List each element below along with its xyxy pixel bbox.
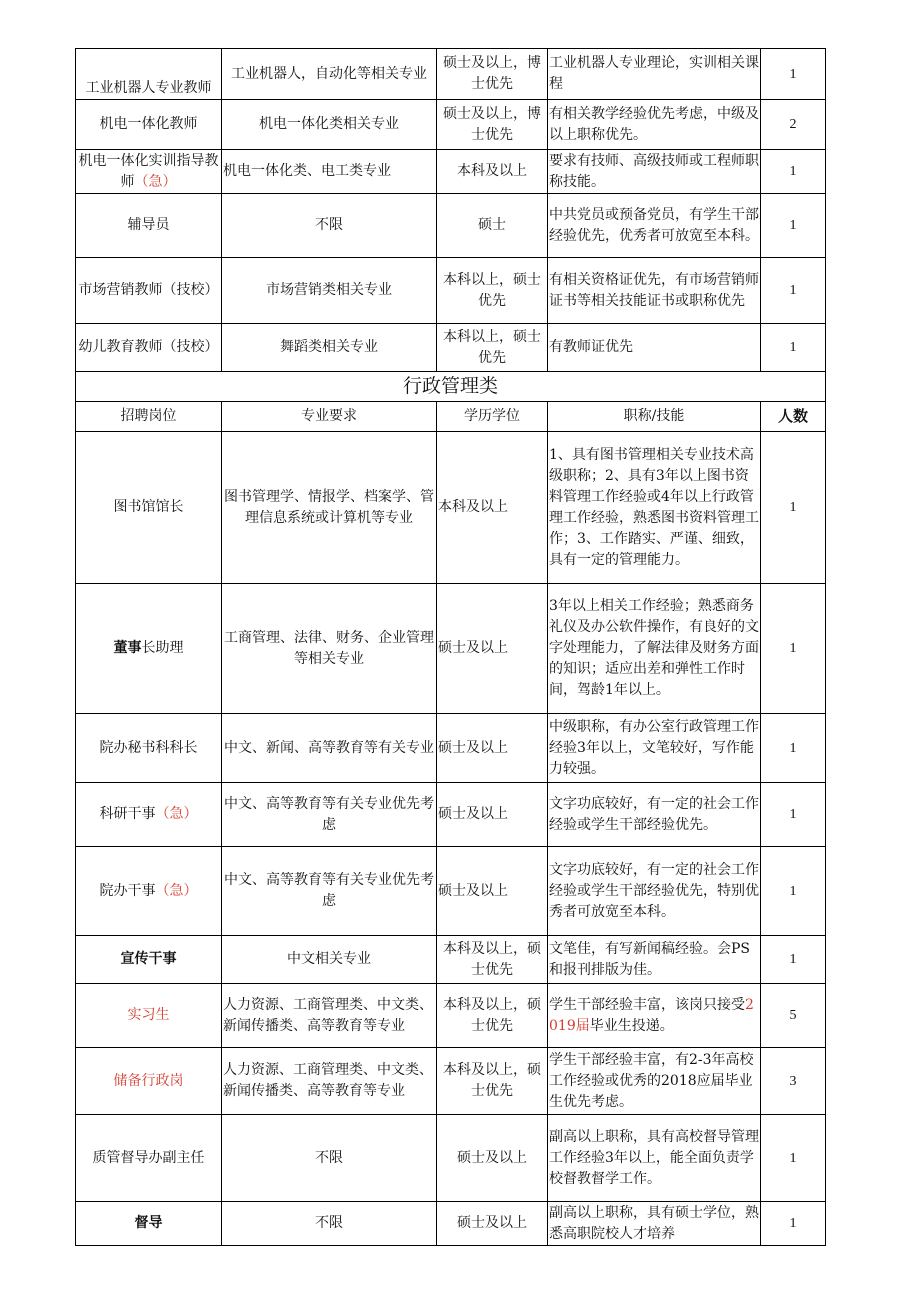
degree-cell: 本科及以上 — [437, 150, 548, 194]
position-bold-text: 督导 — [134, 1215, 163, 1231]
degree-cell: 本科以上，硕士优先 — [437, 258, 548, 324]
position-bold-text: 宣传干事 — [120, 951, 177, 967]
table-row — [76, 714, 826, 783]
degree-cell: 硕士及以上 — [437, 847, 548, 936]
requirements-cell: 工业机器人专业理论，实训相关课程 — [548, 49, 761, 100]
position-text: 科研干事 — [99, 806, 156, 822]
major-cell: 工商管理、法律、财务、企业管理等相关专业 — [222, 584, 437, 714]
major-cell: 图书管理学、情报学、档案学、管理信息系统或计算机等专业 — [222, 432, 437, 584]
header-position: 招聘岗位 — [76, 402, 222, 432]
requirements-cell: 文字功底较好，有一定的社会工作经验或学生干部经验优先，特别优秀者可放宽至本科。 — [548, 847, 761, 936]
major-cell: 中文、高等教育等有关专业优先考虑 — [222, 783, 437, 847]
table-row — [76, 1048, 826, 1115]
requirements-cell: 有相关教学经验优先考虑，中级及以上职称优先。 — [548, 100, 761, 150]
position-cell — [76, 847, 222, 936]
requirements-cell: 副高以上职称，具有高校督导管理工作经验3年以上，能全面负责学校督教督学工作。 — [548, 1115, 761, 1202]
urgent-tag: （急） — [155, 806, 198, 822]
degree-cell: 本科及以上，硕士优先 — [437, 936, 548, 984]
count-cell: 2 — [761, 100, 826, 150]
table-row — [76, 258, 826, 324]
header-requirements: 职称/技能 — [548, 402, 761, 432]
count-cell: 1 — [761, 1202, 826, 1246]
count-cell: 3 — [761, 1048, 826, 1115]
header-degree: 学历学位 — [437, 402, 548, 432]
table-row — [76, 324, 826, 372]
table-row — [76, 150, 826, 194]
major-cell: 市场营销类相关专业 — [222, 258, 437, 324]
table-row — [76, 432, 826, 584]
major-cell: 舞蹈类相关专业 — [222, 324, 437, 372]
requirements-cell: 中共党员或预备党员，有学生干部经验优先，优秀者可放宽至本科。 — [548, 194, 761, 258]
recruitment-table-page — [75, 48, 826, 1246]
major-cell: 不限 — [222, 1202, 437, 1246]
table-row — [76, 847, 826, 936]
requirements-cell: 文笔佳，有写新闻稿经验。会PS和报刊排版为佳。 — [548, 936, 761, 984]
position-text: 机电一体化实训指导教师 — [78, 152, 219, 190]
header-row — [76, 402, 826, 432]
requirements-cell: 副高以上职称，具有硕士学位，熟悉高职院校人才培养 — [548, 1202, 761, 1246]
degree-cell: 硕士及以上 — [437, 783, 548, 847]
degree-cell: 硕士及以上 — [437, 714, 548, 783]
position-cell — [76, 584, 222, 714]
degree-cell: 硕士及以上，博士优先 — [437, 100, 548, 150]
count-cell: 1 — [761, 324, 826, 372]
count-cell: 1 — [761, 432, 826, 584]
requirements-cell: 1、具有图书管理相关专业技术高级职称；2、具有3年以上图书资料管理工作经验或4年以上行政管理工作经验，熟悉图书资料管理工作；3、工作踏实、严谨、细致，具有一定的管理能力。 — [548, 432, 761, 584]
urgent-tag: （急） — [155, 882, 198, 899]
table-row — [76, 984, 826, 1048]
position-cell: 辅导员 — [76, 194, 222, 258]
major-cell: 不限 — [222, 1115, 437, 1202]
table-row — [76, 49, 826, 100]
position-cell — [76, 1202, 222, 1246]
major-cell: 人力资源、工商管理类、中文类、新闻传播类、高等教育等专业 — [222, 984, 437, 1048]
section-title: 行政管理类 — [76, 372, 826, 402]
major-cell: 不限 — [222, 194, 437, 258]
count-cell: 1 — [761, 150, 826, 194]
table-row — [76, 584, 826, 714]
position-text: 长助理 — [141, 640, 184, 656]
position-cell: 机电一体化教师 — [76, 100, 222, 150]
table-row — [76, 100, 826, 150]
position-cell: 工业机器人专业教师 — [76, 49, 222, 100]
requirements-cell: 3年以上相关工作经验；熟悉商务礼仪及办公软件操作，有良好的文字处理能力，了解法律及财务方面的知识；适应出差和弹性工作时间，驾龄1年以上。 — [548, 584, 761, 714]
degree-cell: 本科及以上 — [437, 432, 548, 584]
count-cell: 1 — [761, 49, 826, 100]
count-cell: 1 — [761, 1115, 826, 1202]
requirements-cell: 文字功底较好，有一定的社会工作经验或学生干部经验优先。 — [548, 783, 761, 847]
position-bold-text: 董事 — [113, 640, 142, 656]
major-cell: 机电一体化类、电工类专业 — [222, 150, 437, 194]
degree-cell: 硕士及以上，博士优先 — [437, 49, 548, 100]
count-cell: 1 — [761, 584, 826, 714]
major-cell: 工业机器人，自动化等相关专业 — [222, 49, 437, 100]
count-cell: 1 — [761, 936, 826, 984]
requirements-cell — [548, 984, 761, 1048]
table-row — [76, 194, 826, 258]
header-major: 专业要求 — [222, 402, 437, 432]
count-cell: 1 — [761, 194, 826, 258]
major-cell: 机电一体化类相关专业 — [222, 100, 437, 150]
position-text: 院办干事 — [99, 882, 156, 899]
degree-cell: 本科及以上，硕士优先 — [437, 984, 548, 1048]
position-cell: 市场营销教师（技校） — [76, 258, 222, 324]
section-row — [76, 372, 826, 402]
position-cell — [76, 150, 222, 194]
position-cell: 储备行政岗 — [76, 1048, 222, 1115]
position-cell: 质管督导办副主任 — [76, 1115, 222, 1202]
position-cell — [76, 936, 222, 984]
major-cell: 中文相关专业 — [222, 936, 437, 984]
table-row — [76, 936, 826, 984]
count-cell: 1 — [761, 783, 826, 847]
count-cell: 1 — [761, 258, 826, 324]
graduation-year-highlight: 2019届 — [549, 996, 754, 1034]
major-cell: 中文、高等教育等有关专业优先考虑 — [222, 847, 437, 936]
table-row — [76, 1115, 826, 1202]
position-cell: 幼儿教育教师（技校） — [76, 324, 222, 372]
degree-cell: 硕士 — [437, 194, 548, 258]
requirements-cell: 学生干部经验丰富，有2-3年高校工作经验或优秀的2018应届毕业生优先考虑。 — [548, 1048, 761, 1115]
position-cell: 院办秘书科科长 — [76, 714, 222, 783]
urgent-tag: （急） — [134, 173, 177, 190]
degree-cell: 本科及以上，硕士优先 — [437, 1048, 548, 1115]
header-count: 人数 — [761, 402, 826, 432]
count-cell: 5 — [761, 984, 826, 1048]
requirements-cell: 中级职称，有办公室行政管理工作经验3年以上，文笔较好，写作能力较强。 — [548, 714, 761, 783]
position-cell — [76, 783, 222, 847]
requirements-text: 毕业生投递。 — [589, 1017, 674, 1034]
table-row — [76, 783, 826, 847]
degree-cell: 本科以上，硕士优先 — [437, 324, 548, 372]
degree-cell: 硕士及以上 — [437, 584, 548, 714]
requirements-cell: 有教师证优先 — [548, 324, 761, 372]
recruitment-table — [75, 48, 826, 1246]
count-cell: 1 — [761, 714, 826, 783]
table-row — [76, 1202, 826, 1246]
major-cell: 人力资源、工商管理类、中文类、新闻传播类、高等教育等专业 — [222, 1048, 437, 1115]
count-cell: 1 — [761, 847, 826, 936]
requirements-text: 学生干部经验丰富，该岗只接受 — [549, 996, 745, 1013]
position-cell: 图书馆馆长 — [76, 432, 222, 584]
degree-cell: 硕士及以上 — [437, 1202, 548, 1246]
requirements-cell: 要求有技师、高级技师或工程师职称技能。 — [548, 150, 761, 194]
requirements-cell: 有相关资格证优先，有市场营销师证书等相关技能证书或职称优先 — [548, 258, 761, 324]
major-cell: 中文、新闻、高等教育等有关专业 — [222, 714, 437, 783]
degree-cell: 硕士及以上 — [437, 1115, 548, 1202]
position-cell: 实习生 — [76, 984, 222, 1048]
